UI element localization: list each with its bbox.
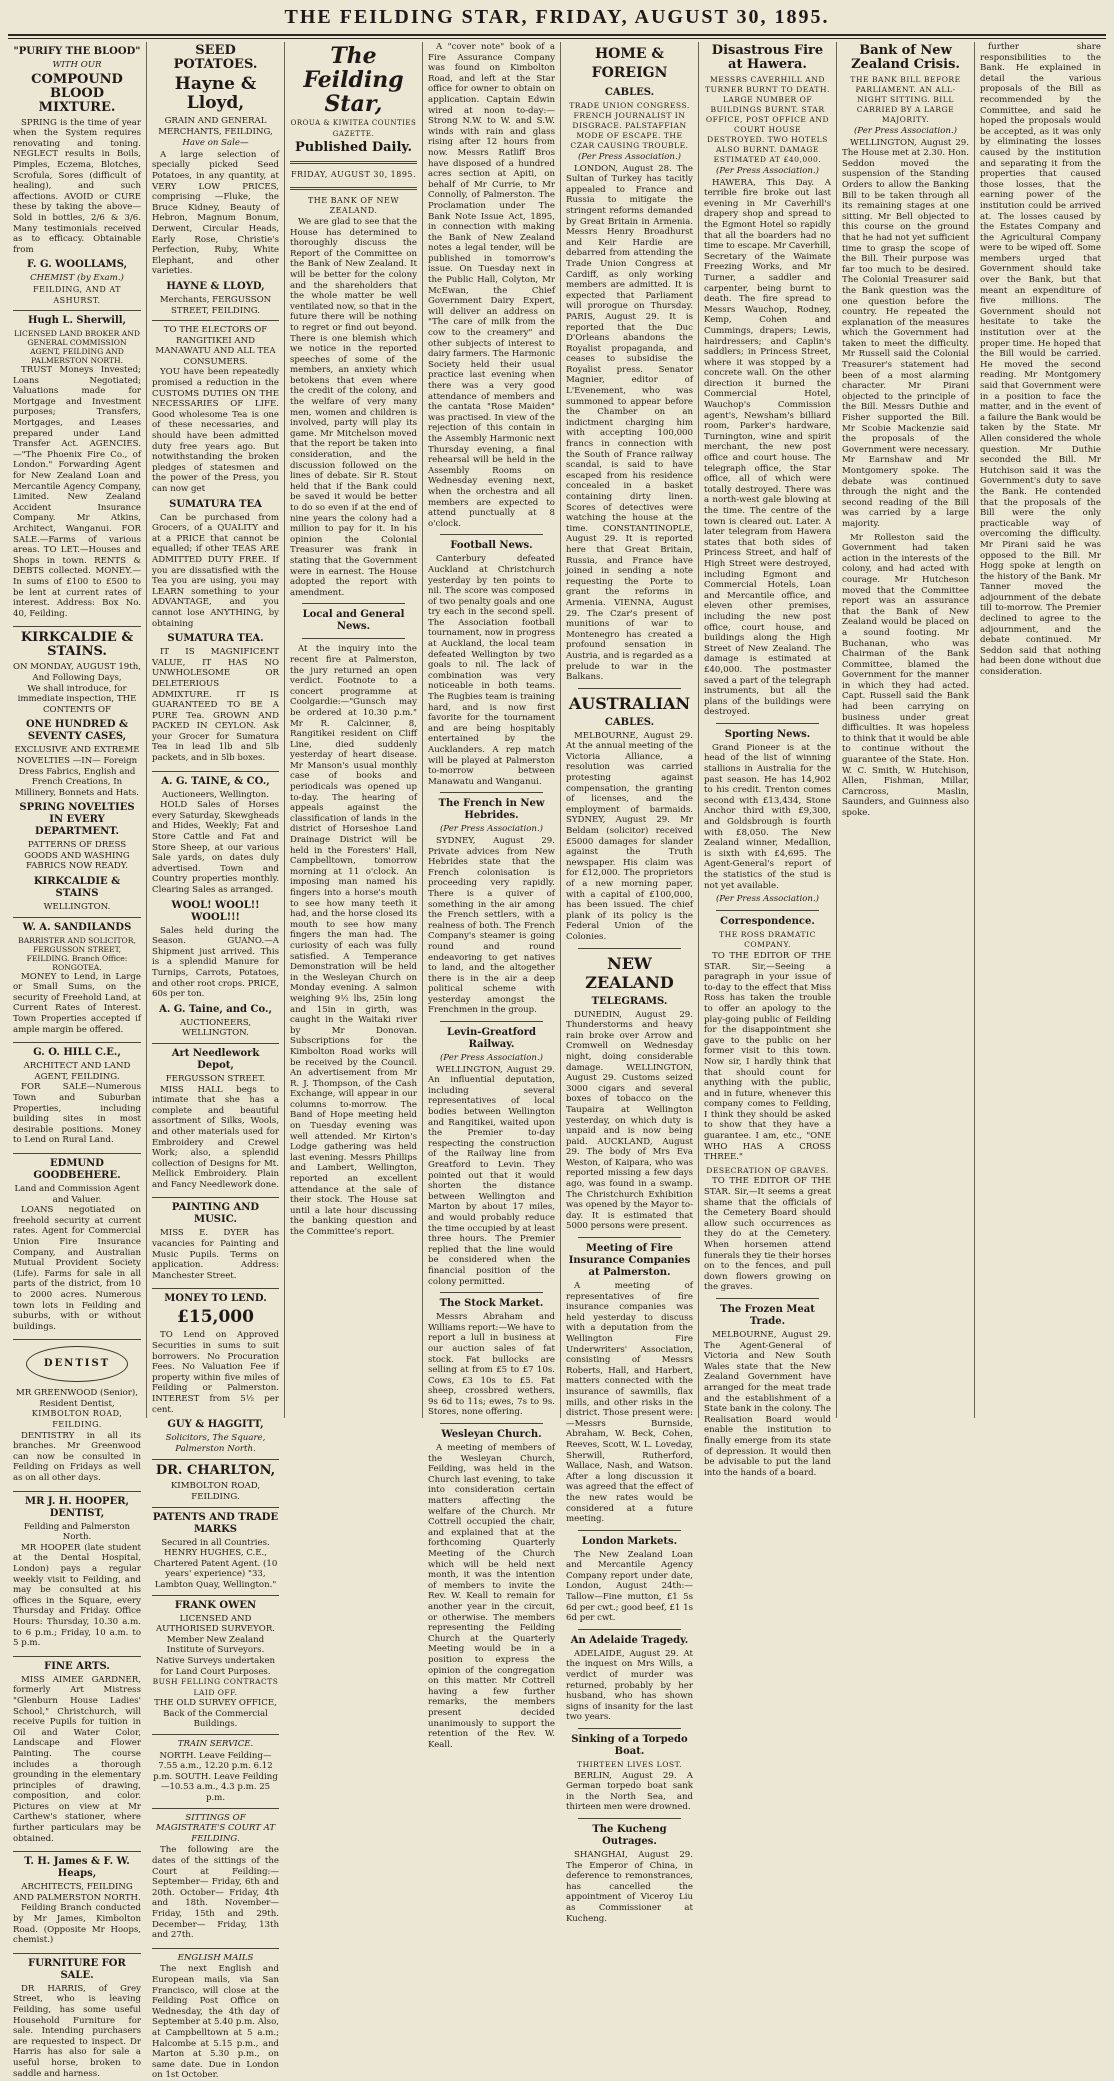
ad-body: DR HARRIS, of Grey Street, who is leaving Feilding, has some useful Household Furniture for sale. Intending purchasers are requested to inspect. Dr Harris has also for sale a useful horse, broken to saddle and harness. [13,1983,141,2079]
divider [578,1728,681,1729]
press-association: (Per Press Association.) [439,1053,544,1064]
ad-amount: £15,000 [177,1307,254,1328]
divider [578,1530,681,1531]
ad-heading: G. O. HILL C.E., [33,1047,121,1059]
section-heading: The Stock Market. [439,1298,544,1310]
ad-subheading: WITH OUR [52,60,102,70]
ad-signature: HAYNE & LLOYD, [166,280,265,292]
nz-body: DUNEDIN, August 29. Thunderstorms and heavy rain broke over Arrow and Cromwell on Wednesday night, doing considerable damage. WELLINGTON, August 29. Customs seized 3000 cigars and several boxes of tobacco on the Taupaira at Wellington yesterday, on which duty is unpaid and is now being paid. AUCKLAND, August 29. The body of Mrs Eva Weston, of Kaipara, who was reported missing a few days ago, was found in a swamp. The Christchurch Exhibition was opened by the Mayor to-day. It is estimated that 5000 persons were present. [566,1009,693,1232]
australian-body: MELBOURNE, August 29. At the annual meeting of the Victoria Alliance, a resolution was carried protesting against compensation, the granting of licenses, and the employment of barmaids. SYDNEY, August 29. Mr Beldam (solicitor) received £5000 damages for slander against the Truth newspaper. His claim was for £12,000. The proprietors of a new morning paper, with a capital of £100,000, has been issued. The chief plank of its policy is the Federal Union of the Colonies. [566,730,693,942]
ad-signature: F. G. WOOLLAMS, [26,259,128,271]
ad-heading: FURNITURE FOR SALE. [28,1957,126,1981]
section-heading: London Markets. [581,1535,678,1547]
london-body: The New Zealand Loan and Mercantile Agency Company report under date, London, August 24th:—Tallow—Fine mutton, £1 5s 6d per cwt.; good beef, £1 1s 6d per cwt. [566,1549,693,1624]
ad-city: WELLINGTON. [43,902,111,913]
section-heading: Meeting of Fire Insurance Companies at Palmerston. [568,1243,691,1279]
ad-bush: BUSH FELLING CONTRACTS LAID OFF. [152,1677,279,1697]
column-7 [836,42,974,1418]
divider [440,792,543,793]
ad-taine [152,776,279,1044]
ad-subheading: Auctioneers, Wellington. [161,789,269,800]
ad-signature-sub: Merchants, FERGUSSON STREET, FEILDING. [159,294,272,316]
ad-subheading: BARRISTER AND SOLICITOR, FERGUSSON STREET, FEILDING. Branch Office: RONGOTEA. [18,935,136,972]
ad-heading: MR J. H. HOOPER, DENTIST, [25,1495,129,1519]
ad-heading: A. G. TAINE, & CO., [161,775,270,787]
divider [290,187,417,190]
magistrate-court [152,1813,279,1949]
divider [290,161,417,164]
divider [578,1237,681,1238]
ad-product: COMPOUND BLOOD MIXTURE. [31,71,123,115]
ad-wool: WOOL! WOOL!! WOOL!!! [171,899,260,923]
press-association: (Per Press Association.) [715,894,820,905]
ad-subheading: KIMBOLTON ROAD, FEILDING. [170,1481,261,1502]
ad-body: FOR SALE—Numerous Town and Suburban Properties, including building sites in most desirable positions. Money to Lend on Rural Land. [13,1082,141,1146]
press-association: (Per Press Association.) [439,824,544,835]
ad-charlton [152,1464,279,1507]
divider [716,723,819,724]
section-heading: Levin-Greatford Railway. [447,1027,536,1051]
ad-subheading: ARCHITECTS, FEILDING AND PALMERSTON NORTH. [13,1882,141,1903]
ad-body: DENTISTRY in all its branches. Mr Greenwood can now be consulted in Feilding on Fridays as well as on all other days. [13,1430,141,1484]
section-body: The next English and European mails, via San Francisco, will close at the Feilding Post Office on Wednesday, the 4th day of September at 5.40 p.m. Also, at Campbelltown at 5 a.m.; Halcombe at 5.15 p.m., and Marton at 5.30 p.m., on same date. Due in London on 1st October. [152,1964,279,2081]
ad-heading: W. A. SANDILANDS [22,921,132,933]
ad-fine-arts [13,1661,141,1853]
bank-body-2: Mr Rolleston said the Government had taken action in the interests of the colony, and had acted with courage. Mr Hutcheson moved that the Committee report was an assurance that the Bank of New Zealand would be placed on a sound footing. Mr Buchanan, who was Chairman of the Bank Committee, blamed the Government for the manner in which they had acted. Capt. Russell said the Bank had been carrying on business under great difficulties. It was hopeless to think that it would be able to continue without the guarantee of the State. Hon. W. C. Smith, W. Hutchison, Allen, Fishman, Millar, Carncross, Maslin, Saunders, and Guinness also spoke. [842,532,969,818]
masthead: THE FEILDING STAR, FRIDAY, AUGUST 30, 1895. [284,6,830,28]
ad-spring: SPRING NOVELTIES IN EVERY DEPARTMENT. [19,802,135,838]
divider [578,1629,681,1630]
column-8 [974,42,1106,1418]
section-heading: Sinking of a Torpedo Boat. [571,1734,688,1757]
ad-heaps [13,1856,141,1954]
ad-sumatura-tea [152,325,279,772]
divider [302,638,405,639]
ad-greenwood [13,1346,141,1491]
ad-heading: T. H. James & F. W. Heaps, [24,1856,130,1880]
leader-title: THE BANK OF NEW ZEALAND. [307,195,400,216]
section-heading: TRAIN SERVICE. [177,1739,254,1750]
ad-body: MISS E. DYER has vacancies for Painting and Music Pupils. Terms on application. Address: Manchester Street. [152,1228,279,1281]
ad-heading: EDMUND GOODBEHERE. [33,1157,121,1181]
ad-body: LOANS negotiated on freehold security at current rates. Agent for Commercial Union Fire Insurance Company, and Australian Mutual Provident Society (Life). Farms for sale in all parts of the district, from 10 to 2000 acres. Numerous town lots in Feilding and suburbs, with or without buildings. [13,1205,141,1332]
section-heading: Bank of New Zealand Crisis. [851,43,960,72]
ad-heading: Hugh L. Sherwill, [27,315,127,327]
ad-address: KIMBOLTON ROAD, FEILDING. [31,1409,123,1430]
english-mails [152,1953,279,2081]
section-heading: HOME & FOREIGN [591,46,668,81]
newspaper-subtitle: OROUA & KIWITEA COUNTIES GAZETTE. [290,119,417,138]
divider [440,1292,543,1293]
frozen-meat-body: MELBOURNE, August 29. The Agent-General of Victoria and New South Wales state that the New Zealand Government have arranged for the meat trade and the establishment of a State bank in the colony. The Realisation Board would enable the institution to finally emerge from its state of depression. It would then be advisable to put the land into the hands of a board. [704,1329,831,1478]
ad-heading: PATENTS AND TRADE MARKS [152,1511,279,1535]
section-subheading: THIRTEEN LIVES LOST. [577,1760,682,1769]
ad-gill [13,1047,141,1154]
divider [578,1818,681,1819]
ad-heading: FINE ARTS. [44,1660,110,1672]
ad-subheading: FERGUSSON STREET. [165,1073,266,1084]
ad-subheading: Land and Commission Agent and Valuer. [14,1183,140,1205]
divider [578,688,681,689]
wesleyan-body: A meeting of members of the Wesleyan Church, Feilding, was held in the Church last evening, to take into consideration certain matters affecting the welfare of the Church. Mr Cottrell occupied the chair, and explained that at the forthcoming Quarterly Meeting of the Church which will be held next month, it was the intention of members to invite the Rev. W. Keall to remain for another year in the circuit, or otherwise. The members representing the Feilding Church at the Quarterly Meeting would be in a position to express the opinion of the congregation on this matter. Mr Cottrell having a few further remarks, the members present decided unanimously to support the retention of the Rev. W. Keall. [428,1443,555,1750]
bank-headlines: THE BANK BILL BEFORE PARLIAMENT. AN ALL-NIGHT SITTING. BILL CARRIED BY A LARGE MAJORITY. [850,75,961,124]
ad-body-2: Sales held during the Season. GUANO.—A Shipment just arrived. This is a splendid Manure for Turnips, Carrots, Potatoes, and other root crops. PRICE, 60s per ton. [152,925,279,1000]
newspaper-title: The Feilding Star, [303,43,404,117]
fire-headlines: MESSRS CAVERHILL AND TURNER BURNT TO DEATH. LARGE NUMBER OF BUILDINGS BURNT. STAR OFFICE, POST OFFICE AND COURT HOUSE DESTROYED. TWO HOTELS ALSO BURNT. DAMAGE ESTIMATED AT £40,000. [705,75,830,164]
section-heading: AUSTRALIAN [568,693,691,713]
ad-kirkcaldie [13,631,141,917]
french-body: SYDNEY, August 29. Private advices from New Hebrides state that the French colonisation is proceeding very rapidly. There is a quiver of something in the air among the French settlers, with a realness of both. The French Company's steamer is going round and round endeavoring to get natives to land, and the altogether there is in the air a deep political scheme with yesterday amongst the Frenchmen in the group. [428,835,555,1016]
masthead-rule-thin [8,38,1106,39]
ad-sandilands [13,922,141,1044]
column-6 [698,42,836,1478]
section-heading: Local and General News. [302,609,405,633]
ad-firm: Hayne & Lloyd, [174,74,257,113]
column-4 [422,42,560,1750]
ad-sale: Have on Sale— [182,138,249,149]
ad-owen [152,1600,279,1736]
ad-signature: GUY & HAGGITT, [167,1419,264,1431]
ad-sherwill [13,315,141,627]
ad-signature-sub: Solicitors, The Square, Palmerston North. [165,1433,266,1454]
column-5 [560,42,698,1924]
press-association: (Per Press Association.) [853,126,958,136]
section-body: The following are the dates of the sittings of the Court at Feilding:— September— Friday, 6th and 20th. October— Friday, 4th and 18th. November— Friday, 15th and 29th. December— Friday, 13th and 27th. [152,1845,279,1941]
press-association: (Per Press Association.) [577,152,682,162]
ad-body: MISS HALL begs to intimate that she has a complete and beautiful assortment of Silks, Wools, and other materials used for Embroidery and Crewel Work; also, a splendid collection of Designs for Mt. Mellick Embroidery. Plain and Fancy Needlework done. [152,1084,279,1190]
section-body: NORTH. Leave Feilding—7.55 a.m., 12.20 p.m. 6.12 p.m. SOUTH. Leave Feilding—10.53 a.m., 4.3 p.m. 25 p.m. [153,1750,278,1804]
divider [302,603,405,604]
ad-address: FEILDING, AND AT ASHURST. [32,284,122,305]
section-heading: Sporting News. [724,728,811,740]
column-3 [284,42,422,1418]
section-heading: The Frozen Meat Trade. [720,1303,815,1327]
football-body: Canterbury defeated Auckland at Christchurch yesterday by ten points to nil. The score was composed of two penalty goals and one try each in the second spell. The Association football tournament, now in progress at Auckland, the local team defeated Wellington by two goals to nil. The lack of combination was very noticeable in both teams. The Rugbies team is training hard, and is now first favorite for the tournament and are being hospitably entertained by the Aucklanders. A rep match will be played at Palmerston to-morrow between Manawatu and Wanganui. [428,554,555,787]
ad-subheading: ARCHITECT AND LAND AGENT, FEILDING. [23,1061,131,1082]
ad-body: YOU have been repeatedly promised a reduction in the CUSTOMS DUTIES ON THE NECESSARIES OF LIFE. Good wholesome Tea is one of these necessaries, and should have been admitted duty free years ago. But notwithstanding the broken pledges of statesmen and the power of the Press, you can now get [152,367,279,494]
ad-office: THE OLD SURVEY OFFICE, Back of the Commercial Buildings. [154,1698,277,1730]
section-heading: The French in New Hebrides. [438,798,545,822]
column-2 [146,42,284,2081]
ad-patents [152,1512,279,1596]
leader-body: We are glad to see that the House has determined to thoroughly discuss the Report of the Committee on the Bank of New Zealand. It will be better for the colony and the shareholders that the whole matter be well ventilated now, so that in the future there will be nothing to regret or find out beyond. There is one blemish which we notice in the reported speeches of some of the members, an anxiety which betokens that even where the credit of the colony, and the welfare of very many men, women and children is involved, party will play its game. Mr Mitchelson moved that the report be taken into consideration, and the discussion followed on the lines of debate. Sir R. Stout held that if the Bank could be saved it would be better to do so even if at the end of nine years the colony had a million to pay for it. In his opinion the Colonial Treasurer was frank in stating that the Government were in earnest. The House adopted the report with amendment. [290,216,417,598]
letter-body: TO THE EDITOR OF THE STAR. Sir,—It seems a great shame that the officials of the Cemetery Board should allow such occurrences as they do at the Cemetery. When horsemen attend funerals they tie their horses on to the fences, and pull down flowers growing on the graves. [704,1176,831,1293]
ad-body-3: IT IS MAGNIFICENT VALUE, IT HAS NO UNWHOLESOME OR DELETERIOUS ADMIXTURE. IT IS GUARANTEED TO BE A PURE Tea. GROWN AND PACKED IN CEYLON. Ask your Grocer for Sumatura Tea in lead 1lb and 5lb packets, and in 5lb boxes. [152,647,279,764]
cable-headlines: TRADE UNION CONGRESS. FRENCH JOURNALIST IN DISGRACE. PALSTAFFIAN MODE OF ESCAPE. THE CZAR CAUSING TROUBLE. [569,101,690,150]
ad-body: TRUST Moneys Invested; Loans Negotiated; Valuations made for Mortgage and Investment purposes; Transfers, Mortgages, and Leases prepared under Land Transfer Act. AGENCIES.—"The Phoenix Fire Co., of London." Forwarding Agent for New Zealand Loan and Mercantile Agency Company, Limited. New Zealand Accident Insurance Company. Mr Atkins, Architect, Wanganui. FOR SALE.—Farms of various areas. TO LET.—Houses and Shops in town. RENTS & DEBTS collected. MONEY.—In sums of £100 to £500 to be lent at current rates of interest. Address: Box No. 40, Feilding. [13,365,141,619]
column-1 [8,42,146,2079]
ad-body: TO Lend on Approved Securities in sums to suit borrowers. No Procuration Fees. No Valuation Fee if property within five miles of Feilding or Palmerston. INTEREST from 5½ per cent. [152,1330,279,1415]
section-heading: Correspondence. [720,915,815,927]
letter-title: THE ROSS DRAMATIC COMPANY. [719,929,816,950]
section-heading: The Kucheng Outrages. [592,1823,667,1847]
ad-body: Secured in all Countries. HENRY HUGHES, C.E., Chartered Patent Agent. (10 years' experience) "33, Lambton Quay, Wellington." [153,1537,278,1590]
ad-heading: DR. CHARLTON, [155,1463,276,1479]
section-heading: Disastrous Fire at Hawera. [711,43,824,72]
ad-heading: FRANK OWEN [174,1599,257,1611]
local-news-body: At the inquiry into the recent fire at Palmerston, the jury returned an open verdict. Footnote to a concert programme at Coolgardie:—"Gunsch may be ordered at 10.30 p.m." Mr R. Calcinner, 8, Rangitikei resident on Cliff Line, died suddenly yesterday of heart disease. Mr Manson's usual monthly case of books and periodicals was opened up to-day. The hearing of appeals against the classification of lands in the district of Horseshoe Land Drainage District will be held in the Foresters' Hall, Campbelltown, tomorrow morning at 11 o'clock. An imposing man named his fingers into a horse's mouth to see how many teeth it had, and the horse closed its mouth to see how many fingers the man had. The curiosity of each was fully satisfied. A Temperance Demonstration will be held in the Wesleyan Church on Monday evening. A salmon weighing 9½ lbs, 25in long and 15in in girth, was caught in the Waitaki river by Mr Donovan. Subscriptions for the Kimbolton Road works will be received by the Council. An advertisement from Mr R. J. Thompson, of the Cash Exchange, will appear in our columns to-morrow. The Band of Hope meeting held on Tuesday evening was well attended. Mr Kirton's Lodge gathering was held last evening. Messrs Phillips and Lambert, Wellington, reported an excellent attendance at the sale of their stock. The House sat until a late hour discussing the banking question and the Committee's report. [290,644,417,1237]
issue-date: FRIDAY, AUGUST 30, 1895. [290,170,417,180]
ad-body: HOLD Sales of Horses every Saturday, Skewgheads and Hides, Weekly; Fat and Store Cattle and Fat and Store Sheep, at our various Sale yards, on dates duly advertised. Town and Country properties monthly. Clearing Sales as arranged. [152,800,279,895]
ad-body: Feilding Branch conducted by Mr James, Kimbolton Road. (Opposite Mr Hoops, chemist.) [13,1903,141,1946]
stock-body: Messrs Abraham and Williams report:—We have to report a lull in business at our auction sales of fat stock. Fat bullocks are selling at from £5 to £7 10s. Cows, £3 10s to £5. Fat sheep, crossbred wethers, 9s 6d to 11s; ewes, 7s to 9s. Stores, none offering. [428,1312,555,1418]
letter-body: TO THE EDITOR OF THE STAR. Sir,—Seeing a paragraph in your issue of to-day to the effect that Miss Ross has taken the trouble to offer an apology to the play-going public of Feilding for the disappointment she gave to the public on her former visit to this town. Now sir, I hardly think that that should count for anything with the public, and in future, whenever this company comes to Feilding, I think they should be asked to show that they have a guarantee. I am, etc., "ONE WHO HAS A CROSS THREE." [704,950,831,1163]
ad-signature-sub: CHEMIST (by Exam.) [30,273,124,284]
home-foreign-body: LONDON, August 28. The Sultan of Turkey has tacitly appealed to France and Russia to mitigate the stringent reforms demanded by Great Britain in Armenia. Messrs Henry Broadhurst and Keir Hardie are debarred from attending the Trade Union Congress at Cardiff, as only working members are admitted. It is expected that Parliament will prorogue on Thursday. PARIS, August 29. It is reported that the Duc D'Orleans abandons the Royalist propaganda, and ceases to subsidise the Royalist press. Senator Magnier, editor of L'Evenement, who was summoned to appear before the Chamber on an indictment charging him with accepting 100,000 francs in connection with the South of France railway scandal, is said to have escaped from his residence concealed in a basket containing dirty linen. Scores of detectives were watching the house at the time. CONSTANTINOPLE, August 29. It is reported here that Great Britain, Russia, and France have joined in sending a note requesting the Porte to grant the reforms in Armenia. VIENNA, August 29. The Czar's present of munitions of war to Montenegro has created a profound sensation in Austria, and is regarded as a prelude to war in the Balkans. [566,163,693,683]
ad-novelties: EXCLUSIVE AND EXTREME NOVELTIES —IN— Foreign Dress Fabrics, English and French Creations, In Millinery, Bonnets and Hats. [14,745,140,798]
sporting-body: Grand Pioneer is at the head of the list of winning stallions in Australia for the past season. He has 14,902 to his credit. Trenton comes second with £13,434, Stone Anchor third with £9,300, and Goldsbrough is fourth with £8,050. The New Zealand winner, Medallion, is sixth with £4,695. The Agent-General's report of the statistics of the stud is not yet available. [704,742,831,891]
kucheng-body: SHANGHAI, August 29. The Emperor of China, in deference to remonstrances, has cancelled the appointment of Viceroy Liu as Commissioner at Kucheng. [566,1849,693,1924]
ad-body: MR HOOPER (late student at the Dental Hospital, London) pays a regular weekly visit to Feilding, and may be consulted at his offices in the Square, every Thursday and Friday. Office Hours: Thursday, 10.30 a.m. to 6 p.m.; Friday, 10 a.m. to 5 p.m. [13,1542,141,1649]
section-subheading: CABLES. [604,716,655,728]
ad-heading: Art Needlework Depot, [171,1047,260,1071]
ad-product-2: SUMATURA TEA. [167,633,264,645]
divider [440,1021,543,1022]
ad-patterns: PATTERNS OF DRESS GOODS AND WASHING FABRICS NOW READY. [24,840,130,872]
adelaide-body: ADELAIDE, August 29. At the inquest on Mrs Wills, a verdict of murder was returned, probably by her husband, who has shown signs of insanity for the last two years. [566,1648,693,1723]
bank-body: WELLINGTON, August 29. The House met at 2.30. Hon. Seddon moved the suspension of the Standing Orders to allow the Banking Bill to be taken through all its remaining stages at one sitting. Mr Bell objected to this course on the ground that he had not yet sufficient time to grasp the scope of the Bill. Their purpose was far too much to be desired. The Colonial Treasurer said the Bank question was the one question before the country. He repeated the explanation of the measures which the Government had taken to meet the difficulty. Mr Russell said the Colonial Treasurer's statement had been of a most alarming character. Mr Pirani objected to the principle of the Bill. Messrs Duthie and Fisher supported the Bill. Mr Scobie Mackenzie said the proposals of the Government were necessary. Mr Earnshaw and Mr Montgomery spoke. The debate was continued through the night and the second reading of the Bill was carried by a large majority. [842,137,969,529]
ad-body: Native Surveys undertaken for Land Court Purposes. [155,1655,276,1677]
ad-body: SPRING is the time of year when the System requires renovating and toning. NEGLECT results in Boils, Pimples, Eczema, Blotches, Scrofula, Sores (difficult of healing), and such affections. AVOID or CURE these by taking the above—Sold in bottles, 2/6 & 3/6. Many testimonials received as to efficacy. Obtainable from [13,117,141,255]
divider [440,534,543,535]
section-heading: Football News. [450,540,533,552]
ad-subheading: Feilding and Palmerston North. [23,1521,131,1543]
ad-heading: MONEY TO LEND. [164,1293,267,1305]
ad-money-to-lend [152,1293,279,1460]
dentist-sign: DENTIST [26,1346,128,1382]
section-heading: Wesleyan Church. [441,1429,542,1441]
ad-heading: PAINTING AND MUSIC. [171,1202,260,1226]
ad-subheading: LICENSED LAND BROKER AND GENERAL COMMISSION AGENT, FEILDING AND PALMERSTON NORTH. [13,329,141,366]
divider [716,1298,819,1299]
page-columns [8,42,1106,2081]
torpedo-body: BERLIN, August 29. A German torpedo boat sank in the North Sea, and thirteen men were drowned. [566,1770,693,1813]
ad-goodbehere [13,1158,141,1340]
ad-date: ON MONDAY, AUGUST 19th, And Following Days, [13,662,141,683]
ad-body: A large selection of specially picked Seed Potatoes, in any quantity, at VERY LOW PRICES, comprising —Fluke, the Bruce Kidney, Beauty of Hebron, Magnum Bonum, Derwent, Circular Heads, Early Rose, Christie's Perfection, Ruby, White Elephant, and other varieties. [152,149,279,277]
ad-blood-mixture [13,46,141,311]
ad-subheading: LICENSED AND AUTHORISED SURVEYOR. Member New Zealand Institute of Surveyors. [155,1613,276,1656]
ad-signature: A. G. Taine, and Co., [159,1003,272,1015]
ad-body: MONEY to Lend, in Large or Small Sums, on the security of Freehold Land, at Current Rates of Interest. Town Properties accepted if ample margin be offered. [13,971,141,1035]
ad-cases: ONE HUNDRED & SEVENTY CASES, [25,719,129,743]
levin-body: WELLINGTON, August 29. An influential deputation, including several representatives of local bodies between Wellington and Rangitikei, waited upon the Premier to-day respecting the construction of the Railway line from Greatford to Levin. They pointed out that it would shorten the distance between Wellington and Marton by about 17 miles, and would probably reduce the time occupied by at least three hours. The Premier replied that the line would be considered when the financial position of the colony permitted. [428,1064,555,1287]
ad-heading: MR GREENWOOD (Senior), Resident Dentist, [16,1388,138,1409]
ad-body: We shall introduce, for immediate inspection, THE CONTENTS OF [17,683,137,715]
masthead-rule [8,34,1106,36]
ad-needlework [152,1048,279,1199]
ad-body: MISS AIMEE GARDNER, formerly Art Mistress "Glenburn House Ladies' School," Christchurch, will receive Pupils for tuition in Oil and Water Color, Landscape and Flower Painting. The course includes a thorough grounding in the elementary principles of drawing, composition, and color. Pictures on view at Mr Carthew's stationer, where further particulars may be obtained. [13,1674,141,1844]
ad-furniture [13,1958,141,2079]
ad-hayne-lloyd [152,44,279,321]
ad-subheading: GRAIN AND GENERAL MERCHANTS, FEILDING, [158,116,273,137]
ad-heading: "PURIFY THE BLOOD" [13,46,141,57]
section-heading: An Adelaide Tragedy. [570,1634,689,1646]
ad-heading: TO THE ELECTORS OF RANGITIKEI AND MANAWATU AND ALL TEA CONSUMERS. [155,325,276,367]
ad-signature: KIRKCALDIE & STAINS [33,876,121,900]
ad-painting [152,1202,279,1289]
local-news-continued: A "cover note" book of a Fire Assurance Company was found on Kimbolton Road, and left at the Star office for owner to obtain on application. Captain Edwin wired at noon to-day:—Strong N.W. to W. and S.W. winds with rain and glass rising after 12 hours from now. Messrs Ratliff Bros have disposed of a hundred acres section at Apiti, on behalf of Mr Currie, to Mr Connolly, of Palmerston. The Proclamation under The Bank Note Issue Act, 1895, in connection with making the Bank of New Zealand notes a legal tender, will be published in tomorrow's issue. On Tuesday next in the Public Hall, Colyton, Mr McEwan, the Chief Government Dairy Expert, will deliver an address on "The care of milk from the cow to the creamery" and other subjects of interest to dairy farmers. The Harmonic Society held their usual practice last evening when there was a very good attendance of members and the cantata "Rose Maiden" was practised. In view of the rejection of this contain in the Assembly Harmonic next Thursday evening, a final rehearsal will be held in the Assembly Rooms on Wednesday evening next, when the orchestra and all members are expected to attend punctually at 8 o'clock. [428,42,555,529]
train-service [152,1739,279,1809]
ad-body-2: Can be purchased from Grocers, of a QUALITY and at a PRICE that cannot be equalled; if other TEAS ARE ADMITTED DUTY FREE. If you are dissatisfied with the Tea you are using, you may LEARN something to your ADVANTAGE, and you cannot lose ANYTHING, by obtaining [152,512,279,629]
section-heading: SITTINGS OF MAGISTRATE'S COURT AT FEILDING. [155,1812,276,1844]
publication-frequency: Published Daily. [294,140,412,156]
press-association: (Per Press Association.) [715,166,820,176]
ad-hooper [13,1496,141,1657]
divider [578,948,681,949]
divider [716,910,819,911]
fire-insurance-body: A meeting of representatives of fire insurance companies was held yesterday to discuss with a deputation from the Wellington Fire Underwriters' Association, consisting of Messrs Roberts, Hall, and Harbert, matters connected with the insurance of sawmills, flax mills, and other risks in the district. Those present were:—Messrs Burnside, Abraham, W. Beck, Cohen, Reeves, Scott, W. L. Loveday, Sherwill, Rutherford, Wallace, Nash, and Watson. After a long discussion it was agreed that the effect of the new rates would be considered at a future meeting. [566,1281,693,1525]
ad-heading: SEED POTATOES. [173,43,258,72]
divider [440,1423,543,1424]
ad-heading: KIRKCALDIE & STAINS. [20,630,134,660]
section-subheading: CABLES. [604,87,655,98]
ad-signature-sub: AUCTIONEERS, WELLINGTON. [179,1017,252,1039]
ad-product: SUMATURA TEA [169,498,262,510]
bank-body-continued: further share responsibilities to the Bank. He explained in detail the various proposals of the Bill as recommended by the Committee, and said he hoped the proposals would be accepted, as it was only by eliminating the losses caused by the institution and separating it from the properties that caused those losses, that the earning power of the institution could be arrived at. The losses caused by the Estates Company and the Agricultural Company were to be wiped off. Some members urged that Government should take over the Bank, but that meant an expenditure of five millions. The Government should not hesitate to take the institution over at the proper time. He hoped that the Bill would be carried. He moved the second reading. Mr Montgomery said that Government were in a position to face the matter, and in the event of a failure the Bank would be taken by the State. Mr Allen considered the whole question. Mr Duthie seconded the Bill. Mr Hutchison said it was the Government's duty to save the Bank. He contended that the proposals of the Bill were the only practicable way of overcoming the difficulty. Mr Pirani said he was opposed to the Bill. Mr Hogg spoke at length on the history of the Bank. Mr Tanner moved the adjournment of the debate till to-morrow. The Premier declined to agree to the adjournment, and the debate continued. Mr Seddon said that nothing had been done without due consideration. [980,42,1101,678]
section-heading: NEW ZEALAND [585,953,674,992]
section-heading: ENGLISH MAILS [177,1952,254,1963]
letter-title: DESECRATION OF GRAVES. [706,1165,829,1175]
section-subheading: TELEGRAMS. [591,995,668,1007]
hawera-fire-body: HAWERA, This Day. A terrible fire broke out last evening in Mr Caverhill's drapery shop and spread to the Egmont Hotel so rapidly that all the boarders had no time to escape. Mr Caverhill, Secretary of the Waimate Freezing Works, and Mr Turner, a saddler and carpenter, being burnt to death. The fire spread to Messrs Wauchop, Rodney, Kemp, Cohen and Cummings, drapers; Lewis, hairdressers; and Caplin's saddlers; in Princess Street, where it was stopped by a concrete wall. On the other direction it burned the Commercial Hotel, Wauchop's Commission agent's, Newsham's billiard room, Parker's hardware, Turnington, wine and spirit merchant, the new post office and court house. The telegraph office, the Star office, all of which were totally destroyed. There was a north-west gale blowing at the time. The centre of the town is cleared out. Later. A later telegram from Hawera states that both sides of Princess Street, and half of High Street were destroyed, including Egmont and Commercial Hotels, Loan and Mercantile office, and eleven other premises, including the new post office, court house, and buildings along the High Street of New Zealand. The damage is estimated at £40,000. The postmaster saved a part of the telegraph instruments, but all the plans of the buildings were destroyed. [704,177,831,718]
